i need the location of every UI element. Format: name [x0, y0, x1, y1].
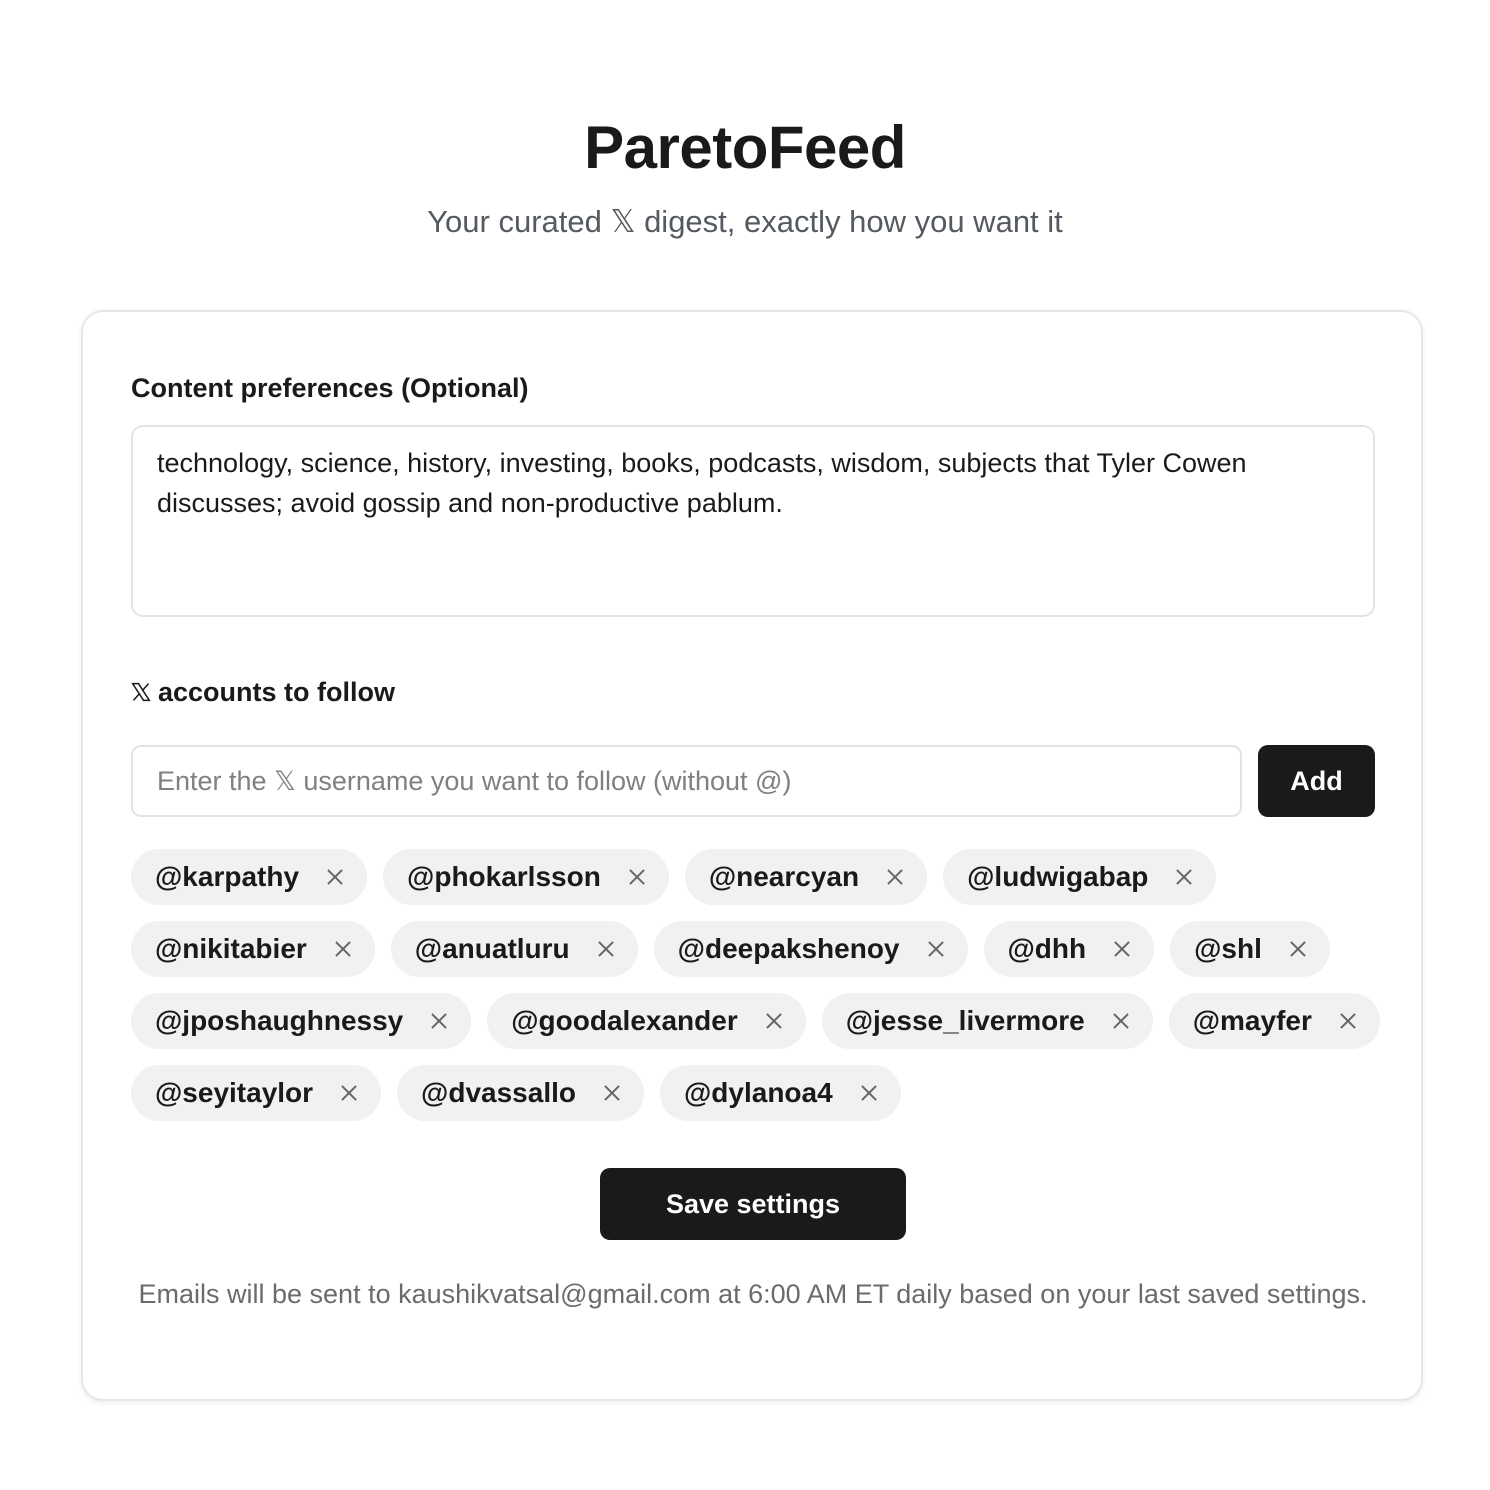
- account-tag-label: @karpathy: [155, 861, 300, 892]
- account-tag-label: @phokarlsson: [407, 861, 601, 892]
- settings-card: [81, 310, 1423, 1401]
- account-tag-label: @goodalexander: [511, 1005, 738, 1036]
- account-tag-label: @deepakshenoy: [677, 933, 900, 964]
- account-tag-label: @mayfer: [1192, 1005, 1312, 1036]
- account-tag-label: @nearcyan: [708, 861, 860, 892]
- account-tag-label: @shl: [1194, 933, 1262, 964]
- account-tag: [131, 849, 367, 905]
- app-title: ParetoFeed: [584, 114, 906, 181]
- remove-tag-icon[interactable]: [598, 941, 614, 957]
- account-tag-label: @jesse_livermore: [845, 1005, 1085, 1036]
- account-tag: [383, 849, 669, 905]
- remove-tag-icon[interactable]: [335, 941, 351, 957]
- username-input[interactable]: [131, 745, 1242, 817]
- account-tag: [131, 1065, 381, 1121]
- account-tag: [943, 849, 1216, 905]
- account-tag: [1170, 921, 1330, 977]
- account-tag: [397, 1065, 644, 1121]
- account-tag: [487, 993, 805, 1049]
- account-tag-label: @jposhaughnessy: [155, 1005, 404, 1036]
- remove-tag-icon[interactable]: [887, 869, 903, 885]
- account-tag: [391, 921, 638, 977]
- remove-tag-icon[interactable]: [1340, 1013, 1356, 1029]
- account-tag: [685, 849, 927, 905]
- remove-tag-icon[interactable]: [1113, 1013, 1129, 1029]
- account-tag: [660, 1065, 901, 1121]
- account-tag: [654, 921, 968, 977]
- x-logo-icon: [131, 682, 151, 702]
- email-schedule-note: Emails will be sent to kaushikvatsal@gmail.com at 6:00 AM ET daily based on your last saved settings.: [138, 1279, 1368, 1309]
- remove-tag-icon[interactable]: [1114, 941, 1130, 957]
- account-tag-label: @ludwigabap: [967, 861, 1149, 892]
- add-button[interactable]: Add: [1258, 745, 1375, 817]
- account-tag: [131, 993, 471, 1049]
- remove-tag-icon[interactable]: [629, 869, 645, 885]
- account-tag: [1169, 993, 1380, 1049]
- remove-tag-icon[interactable]: [1290, 941, 1306, 957]
- account-tag-label: @anuatluru: [414, 933, 570, 964]
- account-tag-label: @nikitabier: [155, 933, 307, 964]
- content-preferences-label: Content preferences (Optional): [131, 373, 529, 403]
- account-tag: [131, 921, 375, 977]
- remove-tag-icon[interactable]: [431, 1013, 447, 1029]
- remove-tag-icon[interactable]: [341, 1085, 357, 1101]
- remove-tag-icon[interactable]: [766, 1013, 782, 1029]
- account-tag-label: @dhh: [1007, 933, 1087, 964]
- remove-tag-icon[interactable]: [861, 1085, 877, 1101]
- save-settings-button[interactable]: Save settings: [600, 1168, 906, 1240]
- accounts-to-follow-heading: [131, 674, 395, 710]
- account-tags-list: [131, 849, 1391, 1121]
- remove-tag-icon[interactable]: [928, 941, 944, 957]
- account-tag-label: @seyitaylor: [155, 1077, 314, 1108]
- account-tag: [822, 993, 1153, 1049]
- app-subtitle: Your curated 𝕏 digest, exactly how you want it: [427, 204, 1063, 239]
- accounts-to-follow-label: accounts to follow: [158, 677, 396, 707]
- remove-tag-icon[interactable]: [604, 1085, 620, 1101]
- add-account-row: [131, 745, 1375, 817]
- account-tag-label: @dylanoa4: [683, 1077, 833, 1108]
- remove-tag-icon[interactable]: [1176, 869, 1192, 885]
- content-preferences-textarea[interactable]: [131, 425, 1375, 617]
- remove-tag-icon[interactable]: [327, 869, 343, 885]
- account-tag-label: @dvassallo: [421, 1077, 576, 1108]
- account-tag: [984, 921, 1155, 977]
